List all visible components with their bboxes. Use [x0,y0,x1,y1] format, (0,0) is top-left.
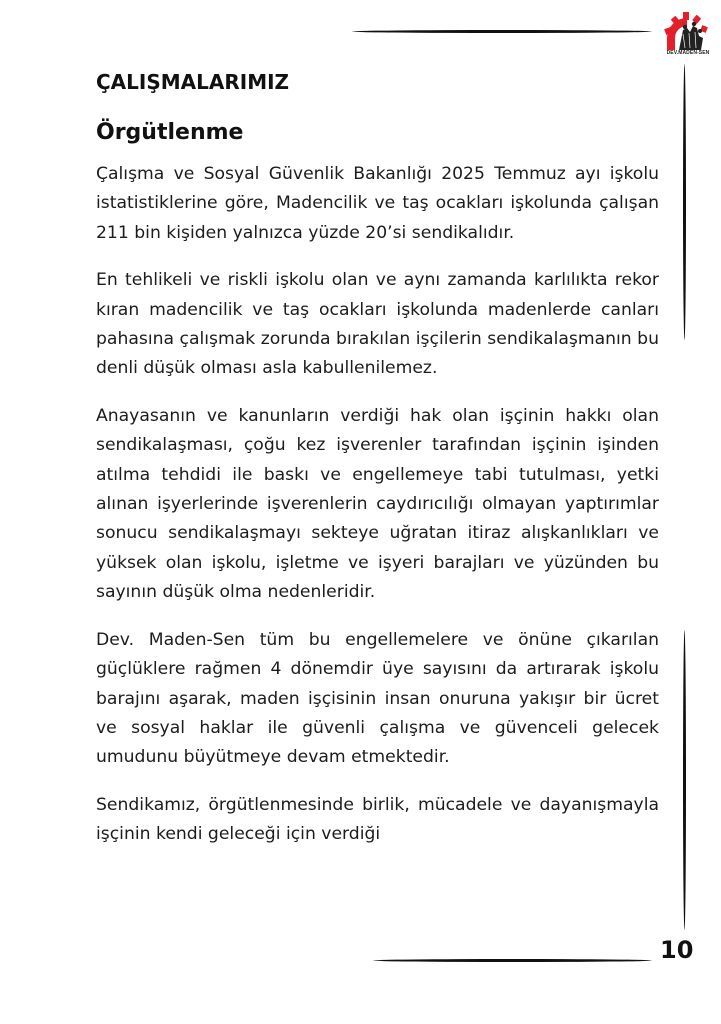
section-title: ÇALIŞMALARIMIZ [96,70,290,94]
right-rule-upper [683,64,686,340]
right-rule-lower [683,630,686,930]
body-text [96,160,659,868]
gear-workers-icon [663,8,709,52]
top-rule [352,30,652,33]
paragraph: Dev. Maden-Sen tüm bu engellemelere ve önüne çıkarılan güçlüklere rağmen 4 dönemdir üye sayısını da artırarak işkolu barajını aşarak, maden işçisinin insan onuruna yakışır bir ücret ve sosyal haklar ile güvenli çalışma ve güvenceli gelecek umudunu büyütmeye devam etmektedir. [96,629,659,768]
paragraph: Çalışma ve Sosyal Güvenlik Bakanlığı 2025 Temmuz ayı işkolu istatistiklerine göre, Madencilik ve taş ocakları işkolunda çalışan 211 bin kişiden yalnızca yüzde 20’si sendikalıdır. [96,164,659,243]
logo-caption: DEV.MADEN-SEN [666,50,710,56]
bottom-rule [373,959,652,962]
paragraph: Sendikamız, örgütlenmesinde birlik, mücadele ve dayanışmayla işçinin kendi geleceği için verdiği [96,794,659,845]
paragraph: Anayasanın ve kanunların verdiği hak olan işçinin hakkı olan sendikalaşması, çoğu kez işverenler tarafından işçinin işinden atılma tehdidi ile baskı ve engellemeye tabi tutulması, yetki alınan işyerlerinde işverenlerin caydırıcılığı olmayan yaptırımlar sonucu sendikalaşmayı sekteye uğratan itiraz alışkanlıkları ve yüksek olan işkolu, işletme ve işyeri barajları ve yüzünden bu sayının düşük olma nedenleridir. [96,405,659,603]
paragraph: En tehlikeli ve riskli işkolu olan ve aynı zamanda karlılıkta rekor kıran madencilik ve taş ocakları işkolunda madenlerde canları pahasına çalışmak zorunda bırakılan işçilerin sendikalaşmanın bu denli düşük olması asla kabullenilemez. [96,270,659,379]
page-number: 10 [660,936,694,964]
subsection-title: Örgütlenme [96,120,244,145]
